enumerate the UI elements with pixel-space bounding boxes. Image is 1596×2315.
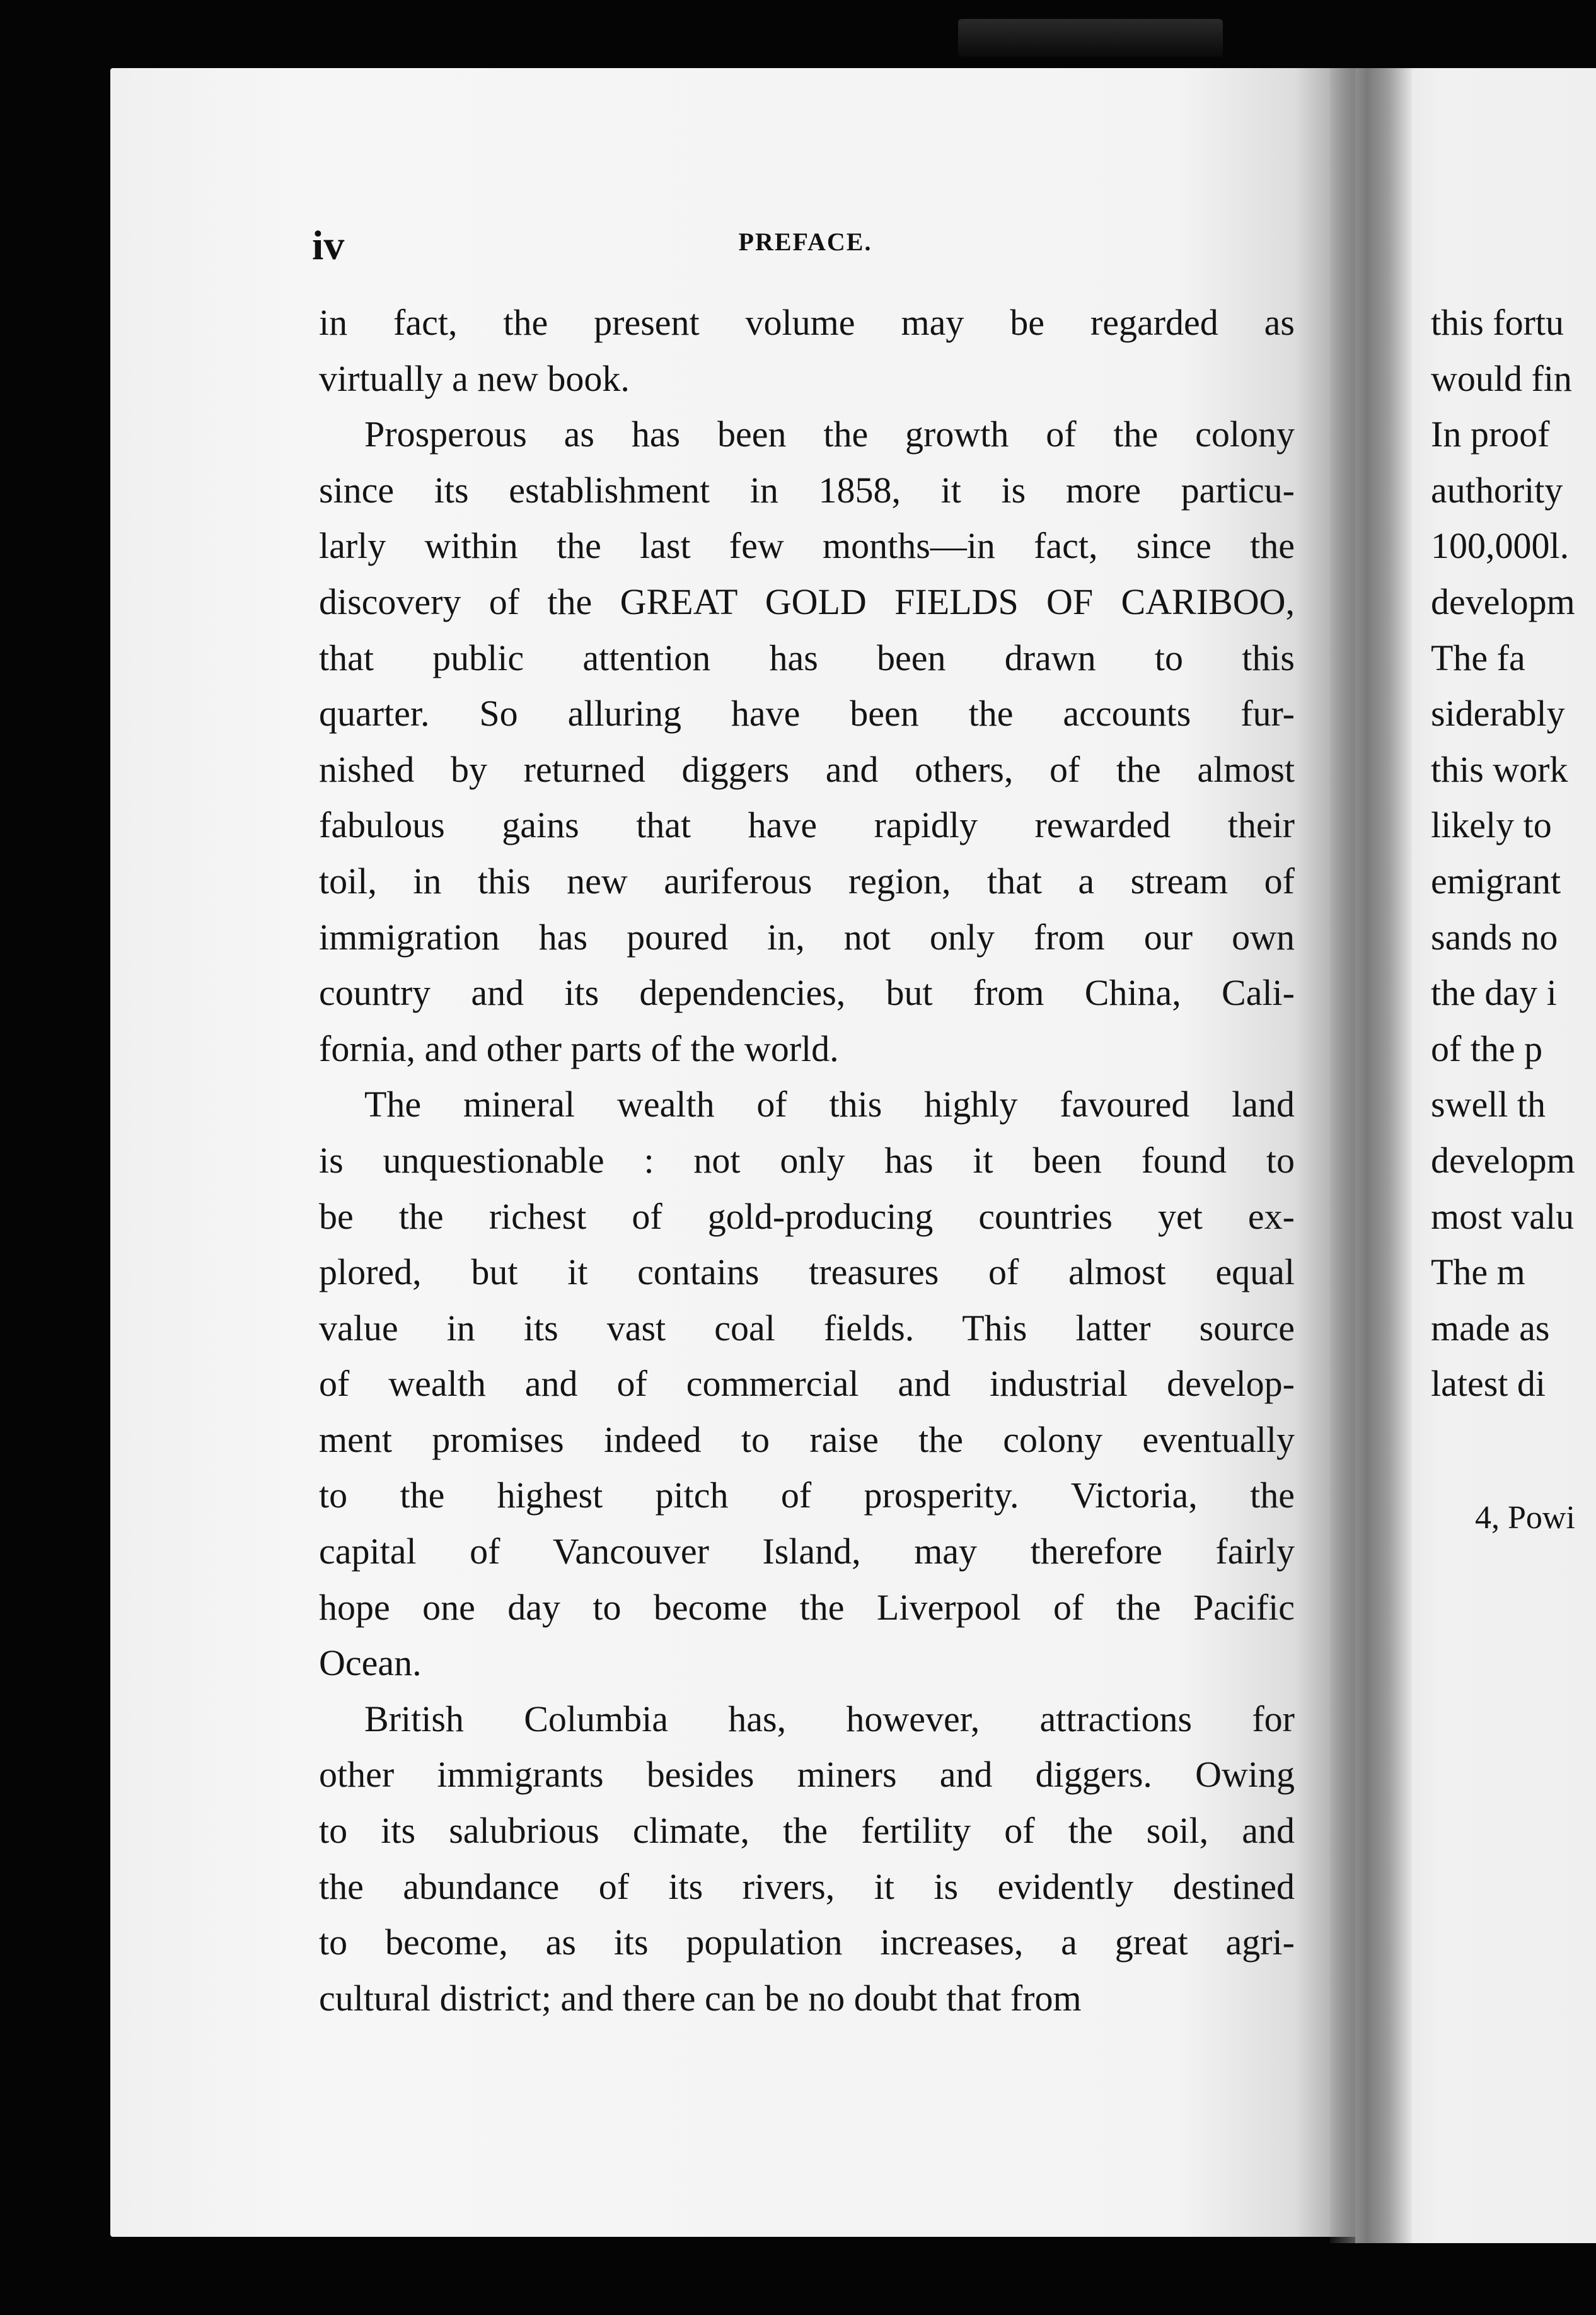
text-line: to the highest pitch of prosperity. Victoria, the xyxy=(319,1475,1295,1516)
facing-text-line: likely to xyxy=(1431,804,1552,846)
text-line: be the richest of gold-producing countries yet ex- xyxy=(319,1195,1295,1237)
text-line: other immigrants besides miners and diggers. Owing xyxy=(319,1754,1295,1796)
facing-text-line: authority xyxy=(1431,469,1563,511)
facing-page-text xyxy=(1431,295,1596,1412)
facing-text-line: developm xyxy=(1431,581,1575,622)
text-line: the abundance of its rivers, it is evidently destined xyxy=(319,1865,1295,1907)
text-line: since its establishment in 1858, it is more particu- xyxy=(319,469,1295,511)
text-line: in fact, the present volume may be regarded as xyxy=(319,302,1295,343)
text-line: Prosperous as has been the growth of the colony xyxy=(364,414,1295,455)
facing-text-line: most valu xyxy=(1431,1195,1575,1237)
text-line: British Columbia has, however, attractions for xyxy=(364,1698,1295,1739)
text-line: country and its dependencies, but from China, Cali- xyxy=(319,972,1295,1014)
page-gutter-shadow xyxy=(1330,68,1412,2243)
text-line: capital of Vancouver Island, may therefore fairly xyxy=(319,1531,1295,1572)
facing-text-line: emigrant xyxy=(1431,860,1561,902)
binding-strip xyxy=(958,19,1223,57)
facing-text-line: developm xyxy=(1431,1139,1575,1181)
facing-text-line: made as xyxy=(1431,1307,1550,1349)
facing-text-line: swell th xyxy=(1431,1084,1546,1125)
text-line: cultural district; and there can be no doubt that from xyxy=(319,1977,1082,2019)
facing-text-line: The fa xyxy=(1431,637,1525,678)
text-line: value in its vast coal fields. This latter source xyxy=(319,1307,1295,1349)
page-number: iv xyxy=(312,223,345,269)
text-line: virtually a new book. xyxy=(319,357,630,399)
facing-text-line: In proof xyxy=(1431,414,1550,455)
facing-text-line: latest di xyxy=(1431,1363,1546,1405)
facing-text-line: of the p xyxy=(1431,1028,1543,1069)
text-line: larly within the last few months—in fact, since the xyxy=(319,525,1295,567)
body-text xyxy=(319,295,1295,2026)
text-line: ment promises indeed to raise the colony eventually xyxy=(319,1419,1295,1460)
running-title: PREFACE. xyxy=(738,228,872,256)
text-line: discovery of the GREAT GOLD FIELDS OF CARIBOO, xyxy=(319,581,1295,622)
text-line: toil, in this new auriferous region, that a stream of xyxy=(319,860,1295,902)
text-line: to its salubrious climate, the fertility of the soil, and xyxy=(319,1810,1295,1852)
text-line: hope one day to become the Liverpool of the Pacific xyxy=(319,1586,1295,1628)
text-line: fabulous gains that have rapidly rewarded their xyxy=(319,804,1295,846)
facing-page-note: 4, Powi xyxy=(1475,1500,1575,1536)
facing-text-line: the day i xyxy=(1431,972,1557,1014)
text-line: plored, but it contains treasures of almost equal xyxy=(319,1251,1295,1293)
text-line: quarter. So alluring have been the accounts fur- xyxy=(319,693,1295,734)
text-line: that public attention has been drawn to this xyxy=(319,637,1295,678)
facing-text-line: siderably xyxy=(1431,693,1565,734)
facing-text-line: sands no xyxy=(1431,916,1558,958)
text-line: is unquestionable : not only has it been found to xyxy=(319,1139,1295,1181)
facing-text-line: would fin xyxy=(1431,357,1572,399)
text-line: of wealth and of commercial and industrial develop- xyxy=(319,1363,1295,1405)
facing-text-line: 100,000l. xyxy=(1431,525,1570,567)
text-line: The mineral wealth of this highly favoured land xyxy=(364,1084,1295,1125)
text-line: fornia, and other parts of the world. xyxy=(319,1028,839,1069)
page-header xyxy=(312,222,1298,269)
facing-text-line: this work xyxy=(1431,748,1568,790)
facing-text-line: The m xyxy=(1431,1251,1525,1293)
text-line: Ocean. xyxy=(319,1642,422,1684)
text-line: immigration has poured in, not only from our own xyxy=(319,916,1295,958)
text-line: to become, as its population increases, a great agri- xyxy=(319,1922,1295,1963)
facing-text-line: this fortu xyxy=(1431,302,1564,343)
text-line: nished by returned diggers and others, of the almost xyxy=(319,748,1295,790)
